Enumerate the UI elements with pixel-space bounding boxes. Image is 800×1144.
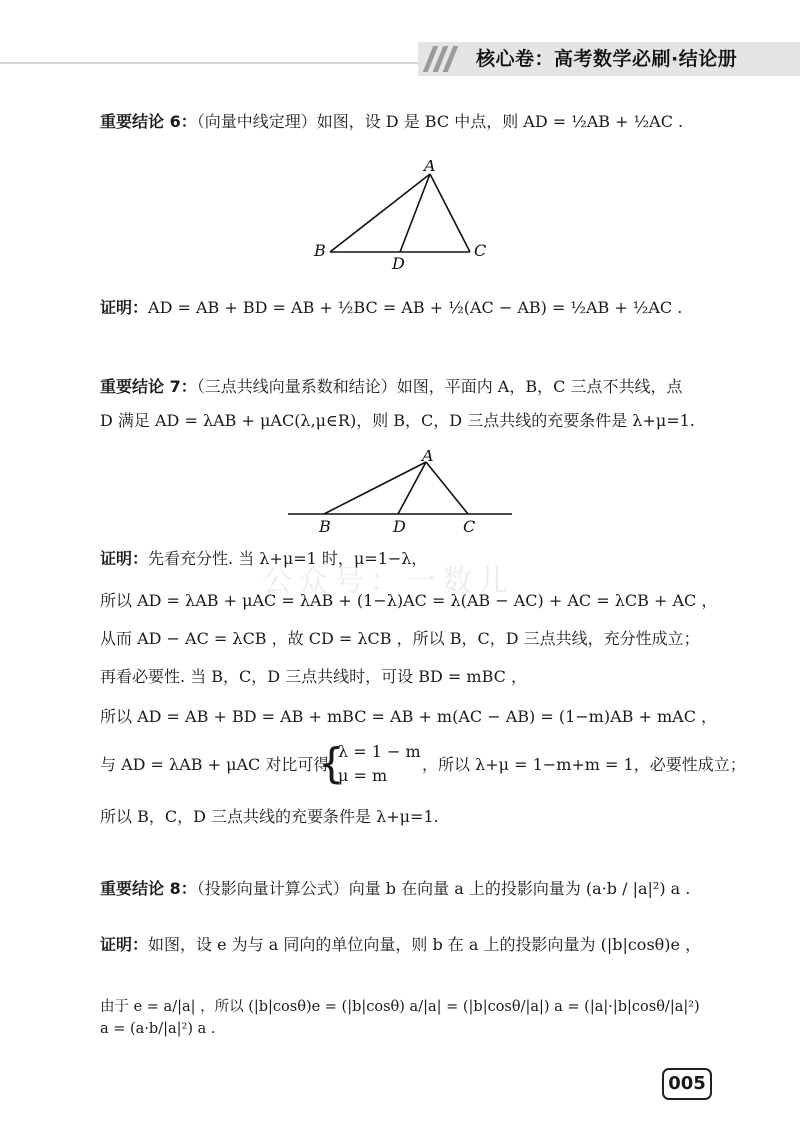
watermark: 公众号：一数儿 — [262, 564, 514, 599]
conclusion-6-proof — [100, 296, 710, 320]
header-banner — [418, 42, 800, 76]
book-title: 核心卷：高考数学必刷·结论册 — [476, 48, 738, 70]
proof-8-text-1: 如图，设 e 为与 a 同向的单位向量，则 b 在 a 上的投影向量为 (|b|cosθ)e ， — [148, 935, 702, 954]
label-C: C — [474, 241, 487, 260]
label-D: D — [393, 517, 406, 536]
proof-7-text-6b: ，所以 λ+μ = 1−m+m = 1，必要性成立； — [422, 755, 746, 774]
proof-7-line-6 — [100, 739, 746, 790]
label-D: D — [392, 254, 405, 273]
proof-6-label: 证明： — [100, 298, 149, 317]
conclusion-8-statement — [100, 878, 740, 900]
label-A: A — [424, 160, 436, 175]
label-B: B — [314, 241, 326, 260]
page-number: 005 — [662, 1068, 712, 1100]
equation-system — [338, 740, 421, 788]
proof-7-line-5: 所以 AD = AB + BD = AB + mBC = AB + m(AC − AB) = (1−m)AB + mAC ， — [100, 707, 718, 726]
proof-7-line-2: 所以 AD = λAB + μAC = λAB + (1−λ)AC = λ(AB − AC) + AC = λCB + AC ， — [100, 591, 718, 610]
header-stripes — [426, 46, 466, 72]
conclusion-8-title: 重要结论 8： — [100, 879, 197, 898]
proof-7-line-7: 所以 B，C，D 三点共线的充要条件是 λ+μ=1. — [100, 807, 439, 826]
proof-7-line-3: 从而 AD − AC = λCB ，故 CD = λCB ，所以 B，C，D 三点共线，充分性成立； — [100, 629, 700, 648]
conclusion-7-statement — [100, 370, 710, 438]
figure-collinear — [280, 450, 520, 540]
edge-AC — [426, 462, 468, 514]
conclusion-8-text: （投影向量计算公式）向量 b 在向量 a 上的投影向量为 (a·b / |a|²) a . — [196, 879, 691, 898]
system-eq-2: μ = m — [338, 766, 388, 785]
proof-8-line-2: 由于 e = a/|a| ，所以 (|b|cosθ)e = (|b|cosθ) a/|a| = (|b|cosθ/|a|) a = (|a|·|b|cosθ/|a|²) a = (a·b/|a|²) a . — [100, 999, 700, 1037]
figure-median — [300, 160, 500, 275]
proof-7-line-1 — [100, 548, 740, 570]
edge-AB — [324, 462, 426, 514]
label-B: B — [319, 517, 331, 536]
system-eq-1: λ = 1 − m — [338, 742, 421, 761]
proof-8-line-1 — [100, 934, 740, 956]
conclusion-6-text: （向量中线定理）如图，设 D 是 BC 中点，则 AD = ½AB + ½AC . — [196, 112, 684, 131]
label-C: C — [463, 517, 476, 536]
proof-8-label: 证明： — [100, 935, 149, 954]
conclusion-6-statement — [100, 110, 710, 134]
system-brace: { — [318, 739, 345, 788]
proof-7-label: 证明： — [100, 549, 149, 568]
proof-7-line-4: 再看必要性. 当 B，C，D 三点共线时，可设 BD = mBC ， — [100, 667, 527, 686]
label-A: A — [422, 450, 434, 465]
proof-6-text: AD = AB + BD = AB + ½BC = AB + ½(AC − AB) = ½AB + ½AC . — [148, 298, 683, 317]
proof-7-text-1: 先看充分性. 当 λ+μ=1 时，μ=1−λ， — [148, 549, 428, 568]
edge-AC — [430, 174, 470, 252]
conclusion-6-title: 重要结论 6： — [100, 112, 197, 131]
conclusion-7-text-2: D 满足 AD = λAB + μAC(λ,μ∈R)，则 B，C，D 三点共线的充要条件是 λ+μ=1. — [100, 411, 695, 430]
conclusion-7-title: 重要结论 7： — [100, 377, 197, 396]
proof-7-text-6a: 与 AD = λAB + μAC 对比可得 — [100, 755, 330, 774]
conclusion-7-text-1: （三点共线向量系数和结论）如图，平面内 A，B，C 三点不共线，点 — [196, 377, 683, 396]
